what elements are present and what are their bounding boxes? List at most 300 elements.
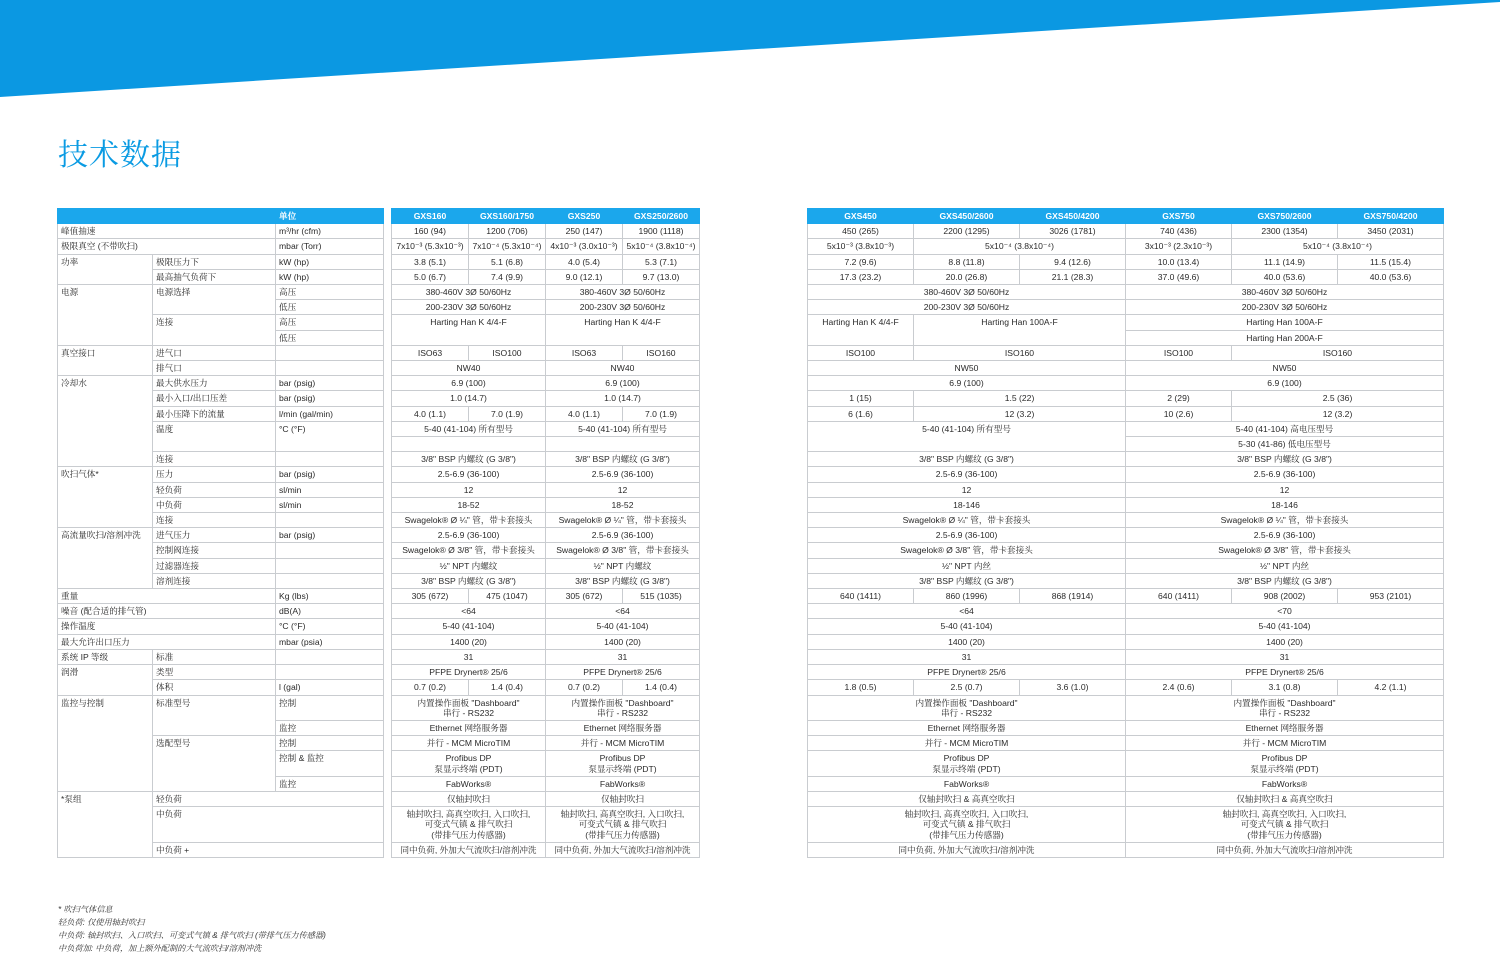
footnote: * 吹扫气体信息 [58,905,113,914]
table-row [808,224,1444,239]
table-cell: ISO160 [623,345,700,360]
table-cell: 操作温度 [58,619,276,634]
table-cell: 高流量吹扫/溶剂冲洗 [58,528,153,589]
table-cell [384,619,392,634]
table-row [808,791,1444,806]
table-cell: 5-40 (41-104) [392,619,546,634]
table-cell [384,406,392,421]
table-cell [384,751,392,776]
table-cell: <64 [392,604,546,619]
model-header: GXS450/4200 [1020,209,1126,224]
table-cell: 3.8 (5.1) [392,254,469,269]
table-cell: 9.4 (12.6) [1020,254,1126,269]
table-cell: 1400 (20) [808,634,1126,649]
table-cell: 640 (1411) [1126,589,1232,604]
table-cell: 3.6 (1.0) [1020,680,1126,695]
table-cell [392,437,546,452]
table-cell: 200-230V 3Ø 50/60Hz [808,300,1126,315]
table-cell: 4.0 (5.4) [546,254,623,269]
table-cell: 2.5-6.9 (36-100) [1126,528,1444,543]
table-cell: 2.5 (36) [1232,391,1444,406]
table-cell: 控制 [276,736,384,751]
table-row [58,391,700,406]
table-cell: 标准 [153,649,276,664]
table-cell: ISO160 [1232,345,1444,360]
table-cell: ISO63 [392,345,469,360]
table-cell: 5x10⁻³ (3.8x10⁻³) [808,239,914,254]
table-cell: bar (psig) [276,391,384,406]
table-cell [384,807,392,843]
table-cell: 过滤器连接 [153,558,276,573]
table-cell: FabWorks® [546,776,700,791]
table-cell: 真空接口 [58,345,153,375]
table-cell [384,285,392,300]
table-row [808,406,1444,421]
table-cell: Swagelok® Ø 3/8" 管，带卡套接头 [1126,543,1444,558]
table-cell: 200-230V 3Ø 50/60Hz [546,300,700,315]
table-cell: <70 [1126,604,1444,619]
table-cell: 12 [546,482,700,497]
table-cell: Harting Han 200A-F [1126,330,1444,345]
table-cell: 5.1 (6.8) [469,254,546,269]
table-cell [384,558,392,573]
table-cell [384,330,392,345]
table-cell [384,720,392,735]
table-cell: 轴封吹扫, 高真空吹扫, 入口吹扫, 可变式气镇 & 排气吹扫 (带排气压力传感器) [808,807,1126,843]
table-cell: 6 (1.6) [808,406,914,421]
table-cell: 2 (29) [1126,391,1232,406]
table-cell: 内置操作面板 "Dashboard" 串行 - RS232 [546,695,700,720]
table-cell: 最小压降下的流量 [153,406,276,421]
table-cell: Ethernet 网络服务器 [392,720,546,735]
table-row [58,736,700,751]
table-cell: 最小入口/出口压差 [153,391,276,406]
table-cell: 内置操作面板 "Dashboard" 串行 - RS232 [1126,695,1444,720]
table-cell: 2.5-6.9 (36-100) [808,467,1126,482]
table-cell: 640 (1411) [808,589,914,604]
table-cell: ½" NPT 内螺纹 [392,558,546,573]
table-cell [276,543,384,558]
table-cell: NW40 [392,361,546,376]
table-row [58,482,700,497]
table-cell: 轴封吹扫, 高真空吹扫, 入口吹扫, 可变式气镇 & 排气吹扫 (带排气压力传感器) [392,807,546,843]
table-cell: <64 [808,604,1126,619]
spec-table-left [57,208,700,858]
model-header: GXS160 [392,209,469,224]
table-cell: 12 (3.2) [1232,406,1444,421]
table-row [808,345,1444,360]
table-cell: 最高抽气负荷下 [153,269,276,284]
table-cell: 中负荷 [153,497,276,512]
table-cell: Harting Han K 4/4-F [808,315,914,345]
table-cell [384,634,392,649]
table-cell: 11.1 (14.9) [1232,254,1338,269]
table-row [58,619,700,634]
table-cell: 3450 (2031) [1338,224,1444,239]
table-cell [546,437,700,452]
table-cell: 仅轴封吹扫 & 高真空吹扫 [808,791,1126,806]
table-cell: 380-460V 3Ø 50/60Hz [1126,285,1444,300]
table-cell: ISO63 [546,345,623,360]
table-cell: 5-30 (41-86) 低电压型号 [1126,437,1444,452]
table-cell: Harting Han 100A-F [1126,315,1444,330]
table-row [808,315,1444,330]
table-cell: 6.9 (100) [546,376,700,391]
table-cell: 并行 - MCM MicroTIM [392,736,546,751]
table-cell: Swagelok® Ø 3/8" 管，带卡套接头 [546,543,700,558]
table-cell: 10.0 (13.4) [1126,254,1232,269]
table-row [808,807,1444,843]
table-cell: 5-40 (41-104) 所有型号 [808,421,1126,451]
table-cell: 7.0 (1.9) [623,406,700,421]
table-row [58,497,700,512]
table-cell: 450 (265) [808,224,914,239]
table-cell: 2.5-6.9 (36-100) [1126,467,1444,482]
table-cell [276,513,384,528]
table-cell: 200-230V 3Ø 50/60Hz [1126,300,1444,315]
table-cell [384,209,392,224]
table-cell: 3/8" BSP 内螺纹 (G 3/8") [1126,452,1444,467]
table-row [58,842,700,857]
table-cell: 305 (672) [546,589,623,604]
table-cell: 4.0 (1.1) [392,406,469,421]
table-row [808,497,1444,512]
table-cell: dB(A) [276,604,384,619]
table-cell [384,842,392,857]
table-cell [384,482,392,497]
table-cell: 重量 [58,589,276,604]
table-cell: 250 (147) [546,224,623,239]
table-cell: 3x10⁻³ (2.3x10⁻³) [1126,239,1232,254]
table-cell: 380-460V 3Ø 50/60Hz [392,285,546,300]
footnote: 轻负荷: 仅使用轴封吹扫 [58,918,145,927]
table-row [58,315,700,330]
table-cell: Ethernet 网络服务器 [546,720,700,735]
table-cell [384,224,392,239]
table-cell: 868 (1914) [1020,589,1126,604]
table-cell: PFPE Drynert® 25/6 [1126,665,1444,680]
table-cell: mbar (psia) [276,634,384,649]
table-cell [384,649,392,664]
table-cell: 同中负荷, 外加大气流吹扫/溶剂冲洗 [808,842,1126,857]
table-cell: 极限压力下 [153,254,276,269]
table-cell: 7x10⁻⁴ (5.3x10⁻⁴) [469,239,546,254]
table-cell: 2.5-6.9 (36-100) [808,528,1126,543]
table-cell: 31 [546,649,700,664]
table-row [58,421,700,436]
table-cell: 低压 [276,300,384,315]
table-cell [384,589,392,604]
table-cell: 12 [1126,482,1444,497]
table-cell: kW (hp) [276,269,384,284]
table-row [808,695,1444,720]
table-cell: 7.0 (1.9) [469,406,546,421]
table-cell: °C (°F) [276,619,384,634]
table-cell: *泵组 [58,791,153,857]
table-cell: 2200 (1295) [914,224,1020,239]
table-row [808,513,1444,528]
table-cell: 17.3 (23.2) [808,269,914,284]
table-row [808,452,1444,467]
table-cell: 5-40 (41-104) 所有型号 [546,421,700,436]
table-cell: 4.2 (1.1) [1338,680,1444,695]
table-cell: 305 (672) [392,589,469,604]
table-cell: bar (psig) [276,376,384,391]
table-cell: 3/8" BSP 内螺纹 (G 3/8") [546,452,700,467]
table-cell [384,254,392,269]
table-row [808,391,1444,406]
table-cell: 6.9 (100) [392,376,546,391]
table-row [808,269,1444,284]
table-cell: 选配型号 [153,736,276,792]
table-cell: 7.2 (9.6) [808,254,914,269]
table-cell: Ethernet 网络服务器 [808,720,1126,735]
table-cell: 连接 [153,452,276,467]
table-cell: 2.5-6.9 (36-100) [392,528,546,543]
table-row [58,285,700,300]
table-row [58,254,700,269]
table-row [58,543,700,558]
model-header: GXS750/4200 [1338,209,1444,224]
table-row [58,361,700,376]
table-row [808,573,1444,588]
table-cell: 40.0 (53.6) [1232,269,1338,284]
table-cell: 5x10⁻⁴ (3.8x10⁻⁴) [623,239,700,254]
model-header: GXS160/1750 [469,209,546,224]
table-cell: 1.4 (0.4) [623,680,700,695]
table-cell: l/min (gal/min) [276,406,384,421]
table-cell: 同中负荷, 外加大气流吹扫/溶剂冲洗 [1126,842,1444,857]
table-cell [384,776,392,791]
table-cell [276,452,384,467]
table-cell: 内置操作面板 "Dashboard" 串行 - RS232 [392,695,546,720]
table-cell: bar (psig) [276,528,384,543]
table-row [808,467,1444,482]
table-cell: 2.4 (0.6) [1126,680,1232,695]
table-cell [384,269,392,284]
table-cell: PFPE Drynert® 25/6 [392,665,546,680]
table-cell: 1400 (20) [546,634,700,649]
table-cell: 0.7 (0.2) [392,680,469,695]
table-cell: Profibus DP 泵显示终端 (PDT) [546,751,700,776]
table-cell: 2300 (1354) [1232,224,1338,239]
table-row [58,634,700,649]
model-header: GXS450/2600 [914,209,1020,224]
table-cell: 1.0 (14.7) [546,391,700,406]
table-cell: ½" NPT 内丝 [808,558,1126,573]
table-cell: 连接 [153,513,276,528]
table-cell: Harting Han K 4/4-F [546,315,700,345]
footnotes [58,903,326,955]
table-cell: 21.1 (28.3) [1020,269,1126,284]
table-row [58,649,700,664]
table-cell: 同中负荷, 外加大气流吹扫/溶剂冲洗 [392,842,546,857]
table-cell [276,573,384,588]
footnote: 中负荷: 轴封吹扫、入口吹扫、可变式气镇 & 排气吹扫 (带排气压力传感器) [58,931,326,940]
table-cell: 7.4 (9.9) [469,269,546,284]
table-cell: 溶剂连接 [153,573,276,588]
table-cell [276,558,384,573]
table-cell: 中负荷 + [153,842,384,857]
header-banner [0,0,1500,100]
table-row [808,300,1444,315]
table-cell: 同中负荷, 外加大气流吹扫/溶剂冲洗 [546,842,700,857]
table-cell: 380-460V 3Ø 50/60Hz [808,285,1126,300]
table-cell: 5-40 (41-104) [546,619,700,634]
table-cell: 最大允许出口压力 [58,634,276,649]
table-cell: 5.3 (7.1) [623,254,700,269]
table-cell: 953 (2101) [1338,589,1444,604]
table-row [808,361,1444,376]
table-cell: Swagelok® Ø ¼" 管，带卡套接头 [546,513,700,528]
table-row [808,482,1444,497]
table-cell [276,361,384,376]
table-cell: 31 [392,649,546,664]
table-row [58,589,700,604]
table-cell: 6.9 (100) [808,376,1126,391]
table-cell: 1.5 (22) [914,391,1126,406]
table-header-row [58,209,700,224]
table-cell [384,345,392,360]
table-cell: 18-146 [1126,497,1444,512]
spec-table-right [807,208,1444,858]
table-cell: 12 (3.2) [914,406,1126,421]
table-cell: 860 (1996) [914,589,1020,604]
table-cell: 1400 (20) [1126,634,1444,649]
table-cell: 12 [808,482,1126,497]
table-cell [384,239,392,254]
table-cell: ISO100 [469,345,546,360]
table-row [808,776,1444,791]
table-cell: PFPE Drynert® 25/6 [546,665,700,680]
table-cell: 4.0 (1.1) [546,406,623,421]
table-cell: 电源 [58,285,153,346]
table-cell: Profibus DP 泵显示终端 (PDT) [1126,751,1444,776]
table-cell: 功率 [58,254,153,284]
table-row [808,239,1444,254]
table-row [808,543,1444,558]
table-cell: 仅轴封吹扫 [392,791,546,806]
table-row [808,619,1444,634]
table-cell [384,736,392,751]
table-cell: Swagelok® Ø 3/8" 管，带卡套接头 [392,543,546,558]
table-row [808,589,1444,604]
table-cell: 1.4 (0.4) [469,680,546,695]
table-cell [276,345,384,360]
table-cell: 3/8" BSP 内螺纹 (G 3/8") [1126,573,1444,588]
table-cell: 5-40 (41-104) [808,619,1126,634]
table-cell: 2.5-6.9 (36-100) [546,528,700,543]
table-cell [384,680,392,695]
table-row [58,239,700,254]
table-cell: 高压 [276,285,384,300]
table-row [808,634,1444,649]
table-cell [384,528,392,543]
table-cell [384,315,392,330]
table-cell: 体积 [153,680,276,695]
table-cell: 监控 [276,776,384,791]
table-cell: 进气压力 [153,528,276,543]
table-cell: 1200 (706) [469,224,546,239]
table-cell: 3/8" BSP 内螺纹 (G 3/8") [808,573,1126,588]
table-cell [276,649,384,664]
table-cell: 2.5-6.9 (36-100) [546,467,700,482]
table-cell: 仅轴封吹扫 [546,791,700,806]
table-cell [384,361,392,376]
model-header: GXS750 [1126,209,1232,224]
table-cell: 并行 - MCM MicroTIM [808,736,1126,751]
table-cell: 12 [392,482,546,497]
table-cell: ISO100 [1126,345,1232,360]
table-cell [384,376,392,391]
table-cell: sl/min [276,482,384,497]
table-cell: 160 (94) [392,224,469,239]
table-cell: FabWorks® [808,776,1126,791]
table-cell [384,391,392,406]
table-cell: 1.0 (14.7) [392,391,546,406]
unit-header: 单位 [276,209,384,224]
footnote: 中负荷加: 中负荷，加上额外配制的大气流吹扫/溶剂冲洗 [58,944,262,953]
table-cell: 908 (2002) [1232,589,1338,604]
table-cell: 压力 [153,467,276,482]
table-cell: Ethernet 网络服务器 [1126,720,1444,735]
table-cell: 200-230V 3Ø 50/60Hz [392,300,546,315]
table-cell: 10 (2.6) [1126,406,1232,421]
table-cell: 1.8 (0.5) [808,680,914,695]
table-cell: 40.0 (53.6) [1338,269,1444,284]
table-cell: 475 (1047) [469,589,546,604]
table-cell: 5-40 (41-104) 高电压型号 [1126,421,1444,436]
table-cell: 3/8" BSP 内螺纹 (G 3/8") [392,573,546,588]
table-cell: 轴封吹扫, 高真空吹扫, 入口吹扫, 可变式气镇 & 排气吹扫 (带排气压力传感器) [1126,807,1444,843]
table-cell: 5x10⁻⁴ (3.8x10⁻⁴) [1232,239,1444,254]
table-row [808,720,1444,735]
table-row [58,452,700,467]
table-cell: l (gal) [276,680,384,695]
table-cell [384,513,392,528]
table-cell: 3/8" BSP 内螺纹 (G 3/8") [392,452,546,467]
table-cell: NW50 [1126,361,1444,376]
table-cell: 5.0 (6.7) [392,269,469,284]
table-cell: 中负荷 [153,807,384,843]
table-cell: 7x10⁻³ (5.3x10⁻³) [392,239,469,254]
table-cell [384,421,392,436]
table-row [808,558,1444,573]
table-cell: Kg (lbs) [276,589,384,604]
table-row [808,285,1444,300]
table-cell: 高压 [276,315,384,330]
table-row [808,751,1444,776]
table-row [808,680,1444,695]
table-cell: 5-40 (41-104) 所有型号 [392,421,546,436]
table-cell: m³/hr (cfm) [276,224,384,239]
table-cell [384,573,392,588]
table-cell: 控制 [276,695,384,720]
table-cell: NW40 [546,361,700,376]
table-cell: °C (°F) [276,421,384,451]
table-cell: 31 [1126,649,1444,664]
table-row [808,665,1444,680]
table-cell: Swagelok® Ø ¼" 管，带卡套接头 [808,513,1126,528]
table-cell: Swagelok® Ø 3/8" 管，带卡套接头 [808,543,1126,558]
table-cell: ½" NPT 内螺纹 [546,558,700,573]
table-cell: 标准型号 [153,695,276,736]
table-cell: 系统 IP 等级 [58,649,153,664]
table-row [58,807,700,843]
table-cell [384,665,392,680]
table-cell: 3.1 (0.8) [1232,680,1338,695]
table-cell: 11.5 (15.4) [1338,254,1444,269]
